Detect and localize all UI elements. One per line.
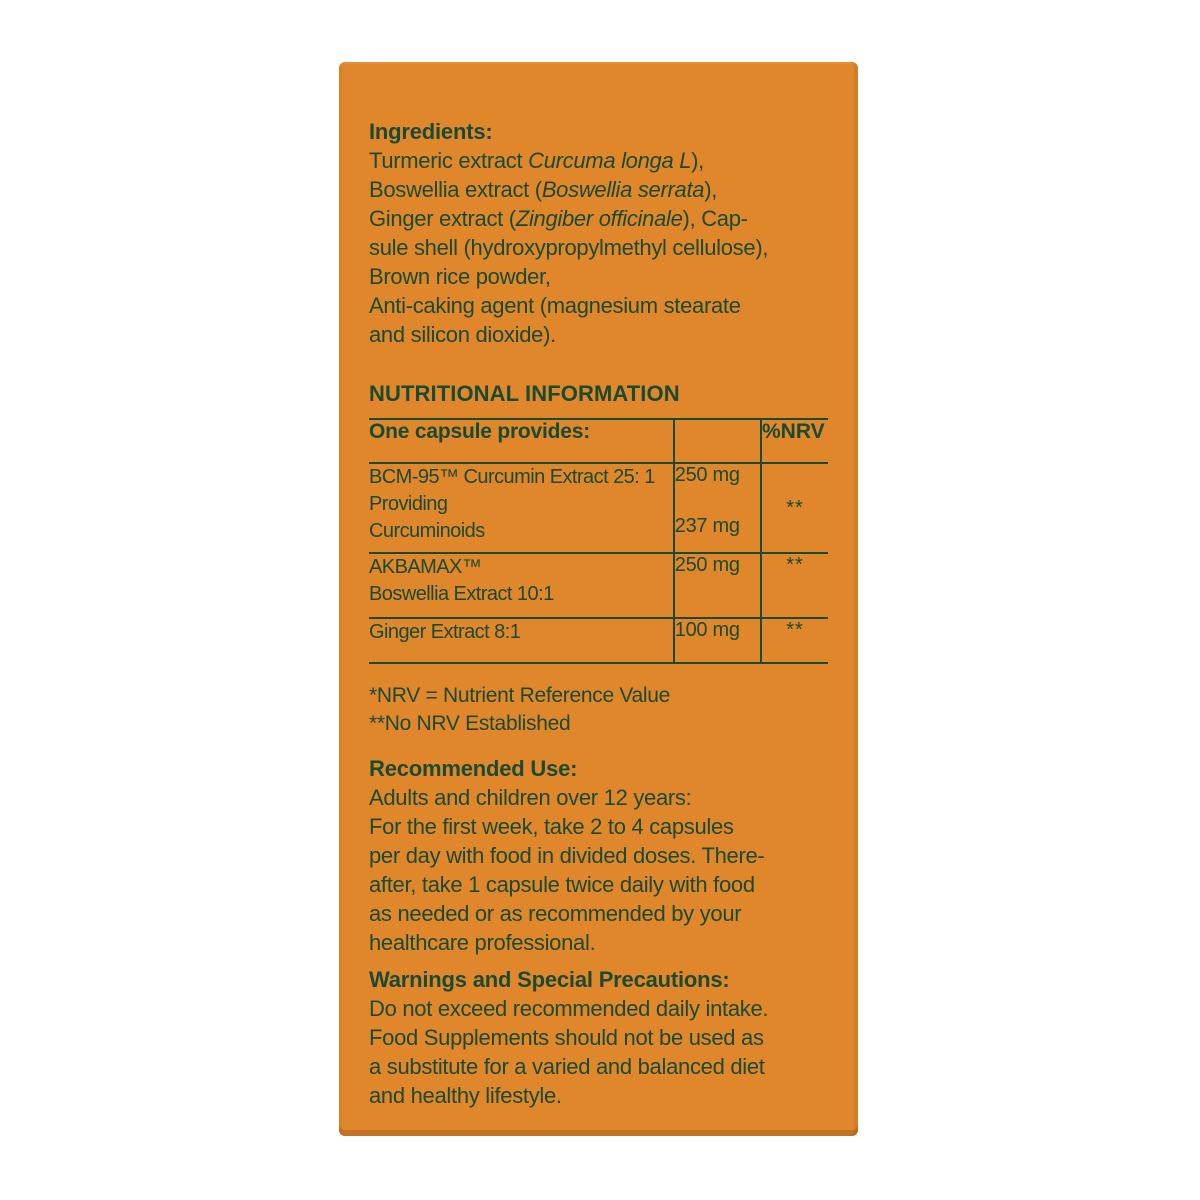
ingredients-line: Boswellia extract (Boswellia serrata), bbox=[369, 177, 718, 202]
warnings-line: Food Supplements should not be used as bbox=[369, 1025, 764, 1050]
nutrient-amount: 250 mg bbox=[674, 553, 761, 618]
table-header-amount bbox=[674, 419, 761, 463]
ingredients-line: Turmeric extract Curcuma longa L), bbox=[369, 148, 704, 173]
ingredients-line: and silicon dioxide). bbox=[369, 322, 556, 347]
nutrient-name: BCM-95™ Curcumin Extract 25: 1 Providing Curcuminoids bbox=[369, 466, 655, 542]
nutrient-nrv: ** bbox=[761, 463, 828, 553]
ingredients-line: Ginger extract (Zingiber officinale), Cap- bbox=[369, 206, 748, 231]
recommended-use-line: For the first week, take 2 to 4 capsules bbox=[369, 814, 734, 839]
ingredients-line: sule shell (hydroxypropylmethyl cellulose), bbox=[369, 235, 769, 260]
nutrient-name: Ginger Extract 8:1 bbox=[369, 621, 521, 643]
nutrition-table bbox=[369, 418, 828, 664]
recommended-use-line: Adults and children over 12 years: bbox=[369, 785, 692, 810]
nutrient-nrv: ** bbox=[761, 618, 828, 663]
ingredients-line: Brown rice powder, bbox=[369, 264, 551, 289]
nutrient-amount: 100 mg bbox=[674, 618, 761, 663]
warnings-line: a substitute for a varied and balanced diet bbox=[369, 1054, 765, 1079]
warnings-line: and healthy lifestyle. bbox=[369, 1083, 562, 1108]
nutritional-information-heading: NUTRITIONAL INFORMATION bbox=[369, 381, 680, 406]
warnings-line: Do not exceed recommended daily intake. bbox=[369, 996, 769, 1021]
recommended-use-line: healthcare professional. bbox=[369, 930, 596, 955]
table-row-boswellia bbox=[369, 553, 828, 618]
nutrient-amount: 250 mg 237 mg bbox=[674, 463, 761, 553]
table-footnotes bbox=[369, 682, 828, 738]
table-row-curcumin bbox=[369, 463, 828, 553]
recommended-use-heading: Recommended Use: bbox=[369, 756, 578, 781]
ingredients-line: Anti-caking agent (magnesium stearate bbox=[369, 293, 741, 318]
label-panel bbox=[339, 62, 858, 1136]
recommended-use-line: as needed or as recommended by your bbox=[369, 901, 742, 926]
table-row-ginger bbox=[369, 618, 828, 663]
nrv-footnote: *NRV = Nutrient Reference Value bbox=[369, 684, 671, 707]
table-header-row bbox=[369, 419, 828, 463]
table-header-provides: One capsule provides: bbox=[369, 420, 591, 443]
recommended-use-section bbox=[369, 754, 828, 957]
no-nrv-footnote: **No NRV Established bbox=[369, 712, 571, 735]
recommended-use-line: per day with food in divided doses. There- bbox=[369, 843, 765, 868]
nutrient-nrv: ** bbox=[761, 553, 828, 618]
nutrient-name: AKBAMAX™ Boswellia Extract 10:1 bbox=[369, 556, 554, 605]
warnings-heading: Warnings and Special Precautions: bbox=[369, 967, 730, 992]
warnings-section bbox=[369, 965, 828, 1110]
recommended-use-line: after, take 1 capsule twice daily with food bbox=[369, 872, 755, 897]
ingredients-heading: Ingredients: bbox=[369, 119, 493, 144]
table-header-nrv: %NRV bbox=[761, 419, 828, 463]
